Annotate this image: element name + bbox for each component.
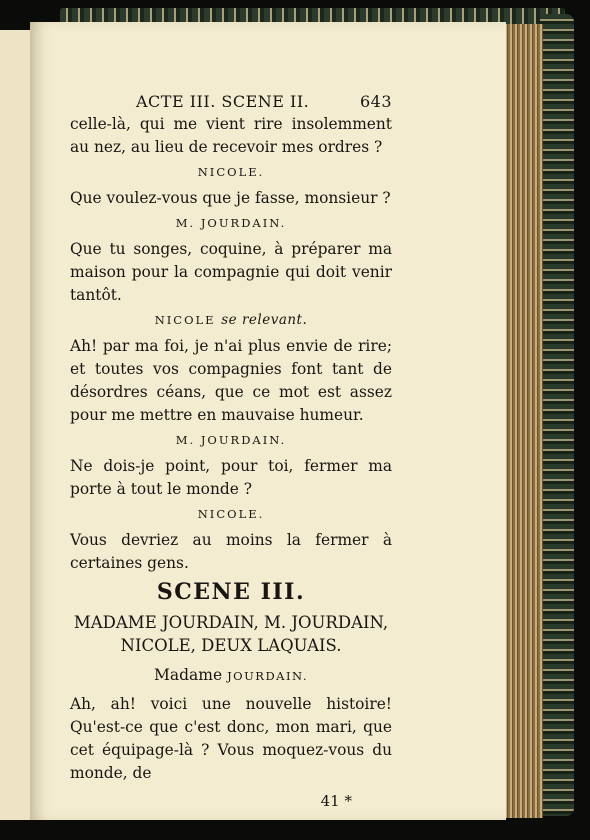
running-head: ACTE III. SCENE II. <box>136 92 310 111</box>
speaker-name: NICOLE. <box>197 165 265 179</box>
speaker-name: NICOLE. <box>197 507 265 521</box>
speech-text: Ne dois-je point, pour toi, fermer ma porte à tout le monde ? <box>70 457 392 498</box>
speech-text: Que tu songes, coquine, à préparer ma maison pour la compagnie qui doit venir tantôt. <box>70 240 392 304</box>
facing-page-sliver <box>0 30 34 820</box>
speaker-title: Madame <box>153 666 223 684</box>
page-block-edge <box>503 24 543 818</box>
page-number: 643 <box>359 92 392 111</box>
signature-mark: 41 * <box>320 792 352 810</box>
cast-line: MADAME JOURDAIN, M. JOURDAIN, <box>73 613 389 632</box>
speaker-name <box>70 663 392 689</box>
speaker-name: M. JOURDAIN. <box>175 433 287 447</box>
speaker-name: NICOLE <box>154 313 216 327</box>
scene-heading: SCENE III. <box>156 579 306 605</box>
speaker-surname: JOURDAIN. <box>227 669 309 683</box>
speech-text: celle-là, qui me vient rire insolemment au nez, au lieu de recevoir mes ordres ? <box>70 115 392 156</box>
speech-text: Vous devriez au moins la fermer à certaines gens. <box>70 531 392 572</box>
speech-text: Ah, ah! voici une nouvelle histoire! Qu'est-ce que c'est donc, mon mari, que cet équipage-là ? Vous moquez-vous du monde, de <box>70 695 392 782</box>
speech-text: Ah! par ma foi, je n'ai plus envie de rire; et toutes vos compagnies font tant de désordres céans, que ce mot est assez pour me mettre en mauvaise humeur. <box>70 337 392 424</box>
stage-direction: se relevant. <box>221 312 308 328</box>
book-cover-right-edge <box>540 14 574 816</box>
speaker-with-direction <box>70 308 392 333</box>
cast-line: NICOLE, DEUX LAQUAIS. <box>120 636 342 655</box>
page-text-block <box>70 90 392 813</box>
speech-text: Que voulez-vous que je fasse, monsieur ? <box>70 189 391 207</box>
cast-list <box>70 611 392 657</box>
running-header <box>136 90 392 113</box>
speaker-name: M. JOURDAIN. <box>175 216 287 230</box>
